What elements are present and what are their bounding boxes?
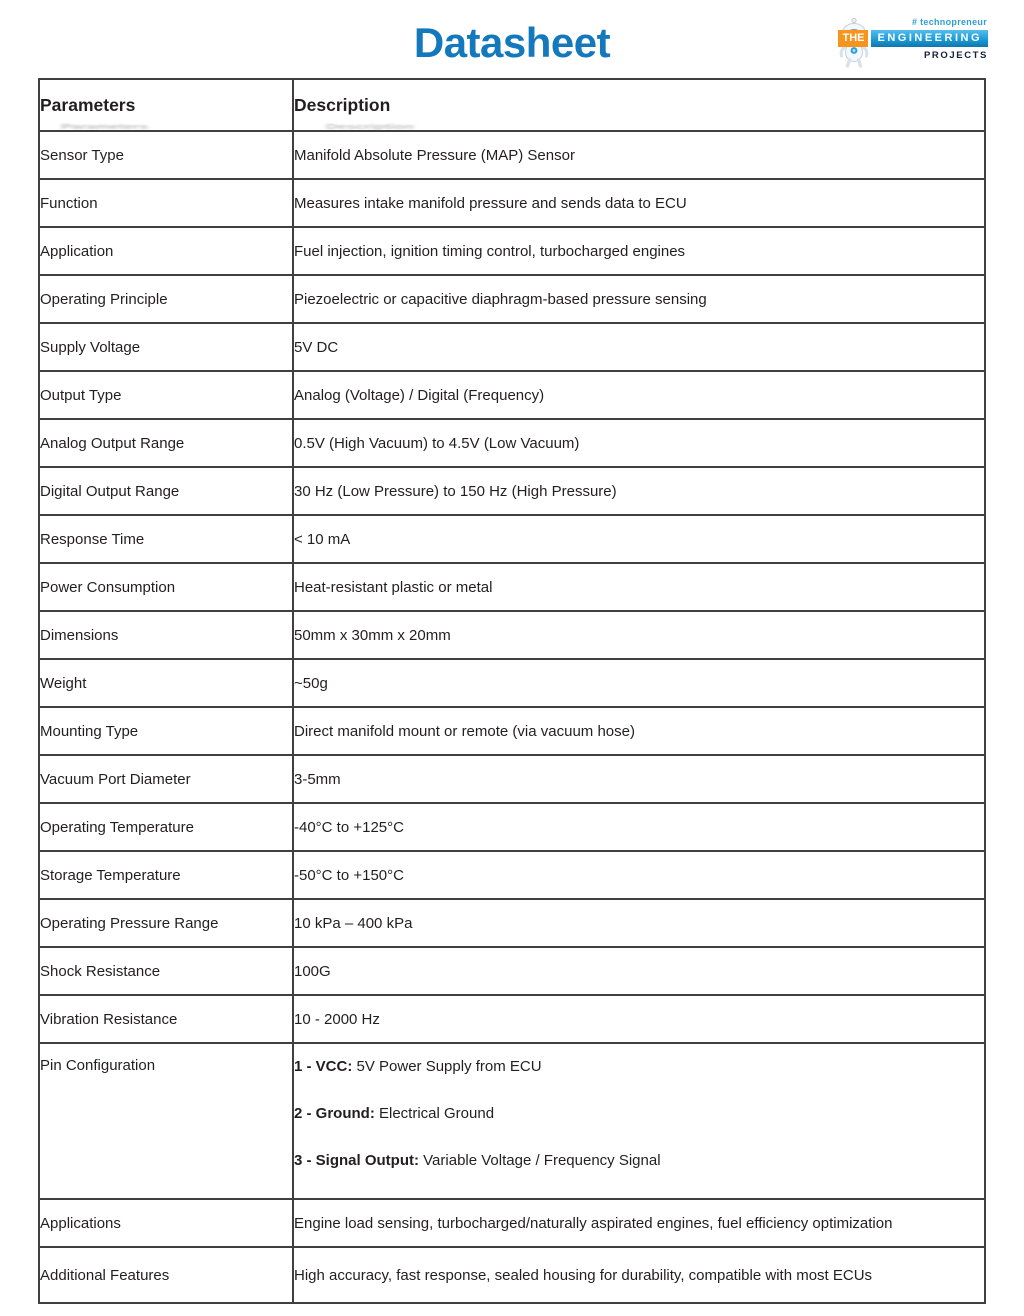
table-row	[39, 1043, 985, 1199]
parameter-cell: Operating Temperature	[39, 803, 293, 851]
table-row	[39, 1247, 985, 1303]
pin-label: 2 - Ground:	[294, 1105, 375, 1122]
parameter-cell: Mounting Type	[39, 707, 293, 755]
description-cell: Analog (Voltage) / Digital (Frequency)	[293, 371, 985, 419]
column-header-parameters-label: Parameters	[40, 94, 136, 115]
table-row	[39, 371, 985, 419]
brand-word-the: THE	[838, 30, 868, 47]
table-row	[39, 803, 985, 851]
description-cell: 30 Hz (Low Pressure) to 150 Hz (High Pressure)	[293, 467, 985, 515]
description-cell: < 10 mA	[293, 515, 985, 563]
table-row	[39, 611, 985, 659]
pin-configuration-line	[294, 1104, 974, 1123]
table-row	[39, 659, 985, 707]
parameter-cell: Weight	[39, 659, 293, 707]
brand-word-engineering: ENGINEERING	[871, 30, 988, 47]
description-cell: Measures intake manifold pressure and sends data to ECU	[293, 179, 985, 227]
pin-description: 5V Power Supply from ECU	[352, 1058, 542, 1075]
page-title: Datasheet	[413, 19, 611, 66]
description-cell: -50°C to +150°C	[293, 851, 985, 899]
table-header-row	[39, 79, 985, 131]
description-cell: Fuel injection, ignition timing control, turbocharged engines	[293, 227, 985, 275]
parameter-cell: Output Type	[39, 371, 293, 419]
pin-label: 1 - VCC:	[294, 1058, 353, 1075]
parameter-cell: Additional Features	[39, 1247, 293, 1303]
table-row	[39, 323, 985, 371]
description-cell: Engine load sensing, turbocharged/naturally aspirated engines, fuel efficiency optimization	[293, 1199, 985, 1247]
pin-description: Electrical Ground	[374, 1105, 495, 1122]
parameter-cell: Function	[39, 179, 293, 227]
table-row	[39, 1199, 985, 1247]
description-cell: 10 kPa – 400 kPa	[293, 899, 985, 947]
description-cell: 5V DC	[293, 323, 985, 371]
parameter-cell: Digital Output Range	[39, 467, 293, 515]
table-row	[39, 995, 985, 1043]
brand-word-projects: PROJECTS	[923, 50, 988, 61]
description-cell: High accuracy, fast response, sealed housing for durability, compatible with most ECUs	[293, 1247, 985, 1303]
brand-logo-text	[842, 17, 988, 61]
parameter-cell: Applications	[39, 1199, 293, 1247]
description-cell: 10 - 2000 Hz	[293, 995, 985, 1043]
parameter-cell: Storage Temperature	[39, 851, 293, 899]
column-header-parameters	[39, 79, 293, 131]
description-cell: Heat-resistant plastic or metal	[293, 563, 985, 611]
parameter-cell: Response Time	[39, 515, 293, 563]
description-cell: 100G	[293, 947, 985, 995]
brand-wordmark	[842, 30, 988, 47]
description-cell: -40°C to +125°C	[293, 803, 985, 851]
table-row	[39, 707, 985, 755]
pin-description: Variable Voltage / Frequency Signal	[419, 1152, 661, 1169]
description-cell: Manifold Absolute Pressure (MAP) Sensor	[293, 131, 985, 179]
table-row	[39, 947, 985, 995]
header-ghost-artifact: Description	[326, 122, 415, 131]
parameter-cell: Operating Principle	[39, 275, 293, 323]
table-row	[39, 899, 985, 947]
parameter-cell: Shock Resistance	[39, 947, 293, 995]
description-cell: 50mm x 30mm x 20mm	[293, 611, 985, 659]
pin-configuration-line	[294, 1057, 974, 1076]
table-row	[39, 515, 985, 563]
column-header-description	[293, 79, 985, 131]
parameter-cell: Operating Pressure Range	[39, 899, 293, 947]
description-cell: Piezoelectric or capacitive diaphragm-based pressure sensing	[293, 275, 985, 323]
column-header-description-label: Description	[294, 94, 391, 115]
parameter-cell: Analog Output Range	[39, 419, 293, 467]
parameter-cell: Pin Configuration	[39, 1043, 293, 1199]
header-ghost-artifact: Parameters	[61, 122, 149, 131]
description-cell	[293, 1043, 985, 1199]
parameter-cell: Application	[39, 227, 293, 275]
table-row	[39, 467, 985, 515]
table-row	[39, 131, 985, 179]
table-row	[39, 179, 985, 227]
description-cell: ~50g	[293, 659, 985, 707]
table-row	[39, 563, 985, 611]
parameter-cell: Supply Voltage	[39, 323, 293, 371]
pin-label: 3 - Signal Output:	[294, 1152, 419, 1169]
parameter-cell: Power Consumption	[39, 563, 293, 611]
parameter-cell: Sensor Type	[39, 131, 293, 179]
table-row	[39, 755, 985, 803]
parameter-cell: Dimensions	[39, 611, 293, 659]
parameter-cell: Vibration Resistance	[39, 995, 293, 1043]
description-cell: Direct manifold mount or remote (via vacuum hose)	[293, 707, 985, 755]
description-cell: 3-5mm	[293, 755, 985, 803]
description-cell: 0.5V (High Vacuum) to 4.5V (Low Vacuum)	[293, 419, 985, 467]
pin-configuration-line	[294, 1151, 974, 1170]
table-body	[39, 131, 985, 1303]
datasheet-table	[38, 78, 986, 1304]
table-row	[39, 275, 985, 323]
brand-tagline: # technopreneur	[911, 17, 987, 27]
table-row	[39, 851, 985, 899]
parameter-cell: Vacuum Port Diameter	[39, 755, 293, 803]
table-row	[39, 227, 985, 275]
brand-logo	[836, 14, 988, 70]
table-row	[39, 419, 985, 467]
